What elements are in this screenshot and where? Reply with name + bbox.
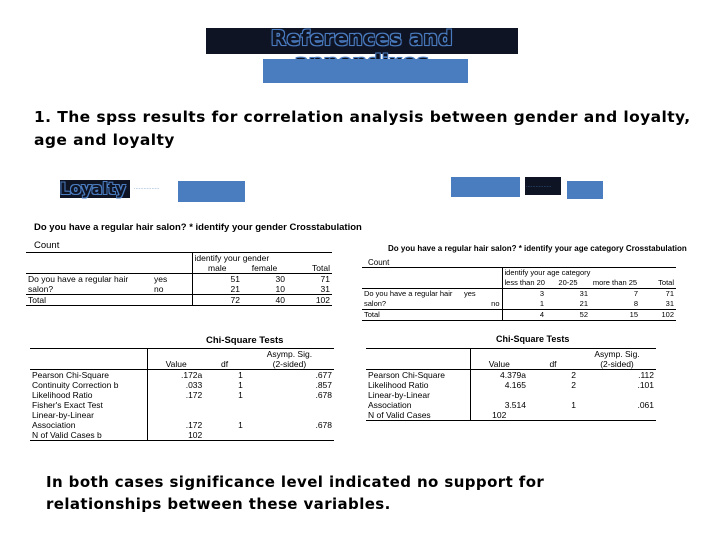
table-cell: 102 [640, 310, 676, 321]
chi-row-label: Pearson Chi-Square [366, 370, 470, 381]
table-cell: 4 [502, 310, 546, 321]
table-cell: 1 [502, 299, 546, 310]
chi-row-label: Fisher's Exact Test [32, 400, 103, 410]
tiny-text-right: ................ [526, 183, 552, 189]
gender-crosstab-caption: Do you have a regular hair salon? * identify your gender Crosstabulation [34, 222, 362, 233]
slide-title: References and [270, 26, 454, 50]
table-cell: .101 [637, 380, 654, 390]
table-cell: 8 [590, 299, 640, 310]
chi-row-label: Continuity Correction b [32, 380, 119, 390]
gender-chi-caption: Chi-Square Tests [206, 335, 284, 346]
title-underline-bar [263, 59, 468, 83]
slide-heading: 1. The spss results for correlation analysis between gender and loyalty, age and loyalty [34, 108, 691, 149]
loyalty-label: Loyalty [60, 179, 126, 198]
table-cell: .172a [148, 370, 205, 381]
chi-col-header: Asymp. Sig. [245, 349, 334, 360]
gender-col-header: male [192, 263, 242, 274]
age-col-header: less than 20 [502, 278, 546, 289]
table-cell: 1 [571, 400, 576, 410]
age-chi-table [366, 348, 656, 421]
age-group-header: identify your age category [502, 268, 676, 279]
table-cell: .678 [315, 390, 332, 400]
table-cell: 71 [640, 289, 676, 300]
table-cell: 52 [546, 310, 590, 321]
chi-row-label: Likelihood Ratio [32, 390, 93, 400]
table-cell: 1 [238, 390, 243, 400]
table-cell: 3 [502, 289, 546, 300]
table-cell: .857 [315, 380, 332, 390]
chi-col-header: Asymp. Sig. [578, 349, 656, 360]
table-cell: 1 [238, 420, 243, 430]
table-cell: 7 [590, 289, 640, 300]
left-blue-bar [178, 181, 245, 202]
table-cell: 3.514 [470, 400, 528, 410]
table-cell: 10 [242, 284, 287, 295]
table-cell: 2 [571, 380, 576, 390]
chi-col-header: df [204, 349, 245, 370]
gender-row-label: Do you have a regular hair [26, 274, 152, 285]
age-col-header: 20-25 [546, 278, 590, 289]
age-count-label: Count [368, 258, 390, 267]
gender-total-label: Total [26, 295, 152, 306]
gender-row-label-2: salon? [26, 284, 152, 295]
conclusion-text: In both cases significance level indicated no support for relationships between these variables. [46, 473, 545, 513]
table-cell [204, 400, 245, 410]
gender-group-header: identify your gender [192, 253, 332, 264]
gender-row-sub: no [152, 284, 192, 295]
age-crosstab-caption: Do you have a regular hair salon? * identify your age category Crosstabulation [388, 244, 687, 253]
table-cell: 1 [238, 380, 243, 390]
table-cell: 4.379a [470, 370, 528, 381]
age-row-label: Do you have a regular hair [362, 289, 462, 300]
table-cell: 102 [470, 410, 528, 421]
table-cell [245, 430, 334, 441]
age-row-label-2: salon? [362, 299, 462, 310]
table-cell: 40 [242, 295, 287, 306]
chi-row-label-2: Association [368, 400, 412, 410]
tiny-text-left: ................ [134, 185, 160, 191]
chi-col-header: Value [470, 349, 528, 370]
table-cell: .678 [315, 420, 332, 430]
right-blue-bar-1 [451, 177, 520, 197]
table-cell: .061 [637, 400, 654, 410]
table-cell: 102 [287, 295, 332, 306]
chi-col-header: Value [148, 349, 205, 370]
table-cell: .033 [148, 380, 205, 390]
table-cell: 15 [590, 310, 640, 321]
chi-row-label: Linear-by-Linear [32, 410, 94, 420]
table-cell: 2 [528, 370, 578, 381]
age-col-header: Total [640, 278, 676, 289]
age-total-label: Total [362, 310, 462, 321]
table-cell: 102 [148, 430, 205, 441]
age-crosstab-table [362, 267, 676, 321]
table-cell: 51 [192, 274, 242, 285]
age-row-sub: yes [462, 289, 502, 300]
table-cell: 31 [640, 299, 676, 310]
table-cell: 71 [287, 274, 332, 285]
gender-crosstab-table [26, 252, 332, 306]
table-cell: 72 [192, 295, 242, 306]
gender-count-label: Count [34, 240, 60, 251]
age-col-header: more than 25 [590, 278, 640, 289]
table-cell: .172 [148, 420, 205, 430]
chi-row-label: N of Valid Cases b [30, 430, 148, 441]
table-cell [245, 400, 334, 410]
table-cell [148, 400, 205, 410]
gender-col-header: Total [287, 263, 332, 274]
table-cell [578, 410, 656, 421]
chi-col-header-2: (2-sided) [578, 359, 656, 370]
chi-row-label-2: Association [32, 420, 76, 430]
table-cell: 31 [546, 289, 590, 300]
table-cell: 30 [242, 274, 287, 285]
table-cell [528, 410, 578, 421]
age-row-sub: no [462, 299, 502, 310]
chi-row-label: Linear-by-Linear [368, 390, 430, 400]
table-cell: 31 [287, 284, 332, 295]
table-cell: .677 [245, 370, 334, 381]
right-blue-bar-2 [567, 181, 603, 199]
gender-row-sub: yes [152, 274, 192, 285]
table-cell [204, 430, 245, 441]
chi-row-label: Pearson Chi-Square [30, 370, 148, 381]
table-cell: .112 [578, 370, 656, 381]
chi-col-header: df [528, 349, 578, 370]
table-cell: 1 [204, 370, 245, 381]
table-cell: 21 [546, 299, 590, 310]
table-cell: .172 [148, 390, 205, 400]
gender-col-header: female [242, 263, 287, 274]
table-cell: 4.165 [470, 380, 528, 390]
chi-col-header-2: (2-sided) [245, 359, 334, 370]
chi-row-label: Likelihood Ratio [368, 380, 429, 390]
table-cell: 21 [192, 284, 242, 295]
age-chi-caption: Chi-Square Tests [496, 334, 570, 344]
chi-row-label: N of Valid Cases [366, 410, 470, 421]
gender-chi-table [30, 348, 334, 441]
